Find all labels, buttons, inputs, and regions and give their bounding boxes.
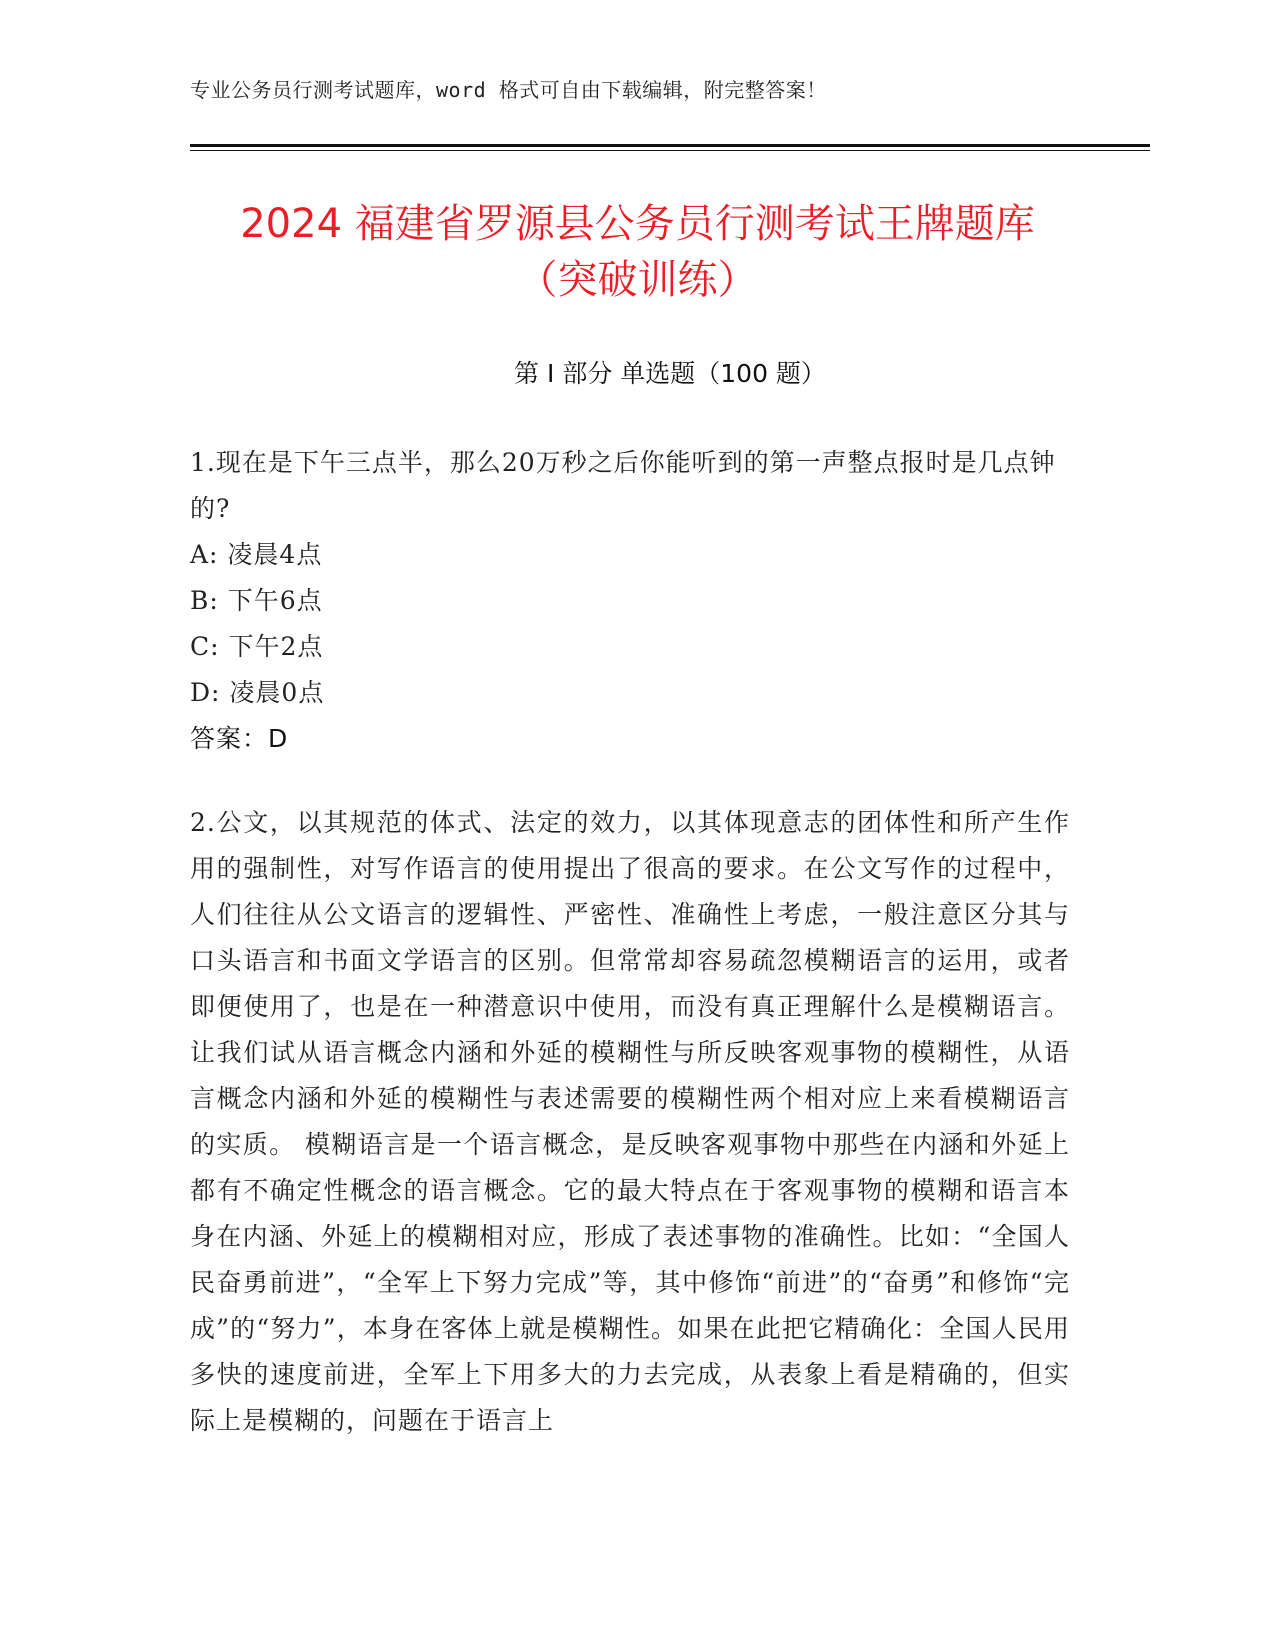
option-a: A: 凌晨4点 (190, 540, 323, 569)
option-b: B: 下午6点 (190, 586, 323, 615)
answer-label: 答案：D (190, 724, 289, 753)
question-stem: 1.现在是下午三点半，那么20万秒之后你能听到的第一声整点报时是几点钟的? (190, 448, 1056, 523)
question-2 (190, 800, 1070, 1444)
header-note: 专业公务员行测考试题库，word 格式可自由下载编辑，附完整答案！ (190, 78, 827, 102)
option-d: D: 凌晨0点 (190, 678, 325, 707)
title-line-2: （突破训练） (517, 257, 758, 303)
header-divider (190, 144, 1150, 151)
question-stem: 2.公文，以其规范的体式、法定的效力，以其体现意志的团体性和所产生作用的强制性，对写作语言的使用提出了很高的要求。在公文写作的过程中，人们往往从公文语言的逻辑性、严密性、准确性上考虑，一般注意区分其与口头语言和书面文学语言的区别。但常常却容易疏忽模糊语言的运用，或者即便使用了，也是在一种潜意识中使用，而没有真正理解什么是模糊语言。让我们试从语言概念内涵和外延的模糊性与所反映客观事物的模糊性，从语言概念内涵和外延的模糊性与表述需要的模糊性两个相对应上来看模糊语言的实质。 模糊语言是一个语言概念，是反映客观事物中那些在内涵和外延上都有不确定性概念的语言概念。它的最大特点在于客观事物的模糊和语言本身在内涵、外延上的模糊相对应，形成了表述事物的准确性。比如：“全国人民奋勇前进”，“全军上下努力完成”等，其中修饰“前进”的“奋勇”和修饰“完成”的“努力”，本身在客体上就是模糊性。如果在此把它精确化：全国人民用多快的速度前进，全军上下用多大的力去完成，从表象上看是精确的，但实际上是模糊的，问题在于语言上 (190, 808, 1070, 1435)
option-list (190, 532, 1070, 716)
section-title: 第 I 部分 单选题（100 题） (514, 359, 826, 388)
title-line-1: 2024 福建省罗源县公务员行测考试王牌题库 (240, 201, 1035, 247)
option-c: C: 下午2点 (190, 632, 324, 661)
document-title (130, 196, 1145, 308)
question-1 (190, 440, 1070, 762)
